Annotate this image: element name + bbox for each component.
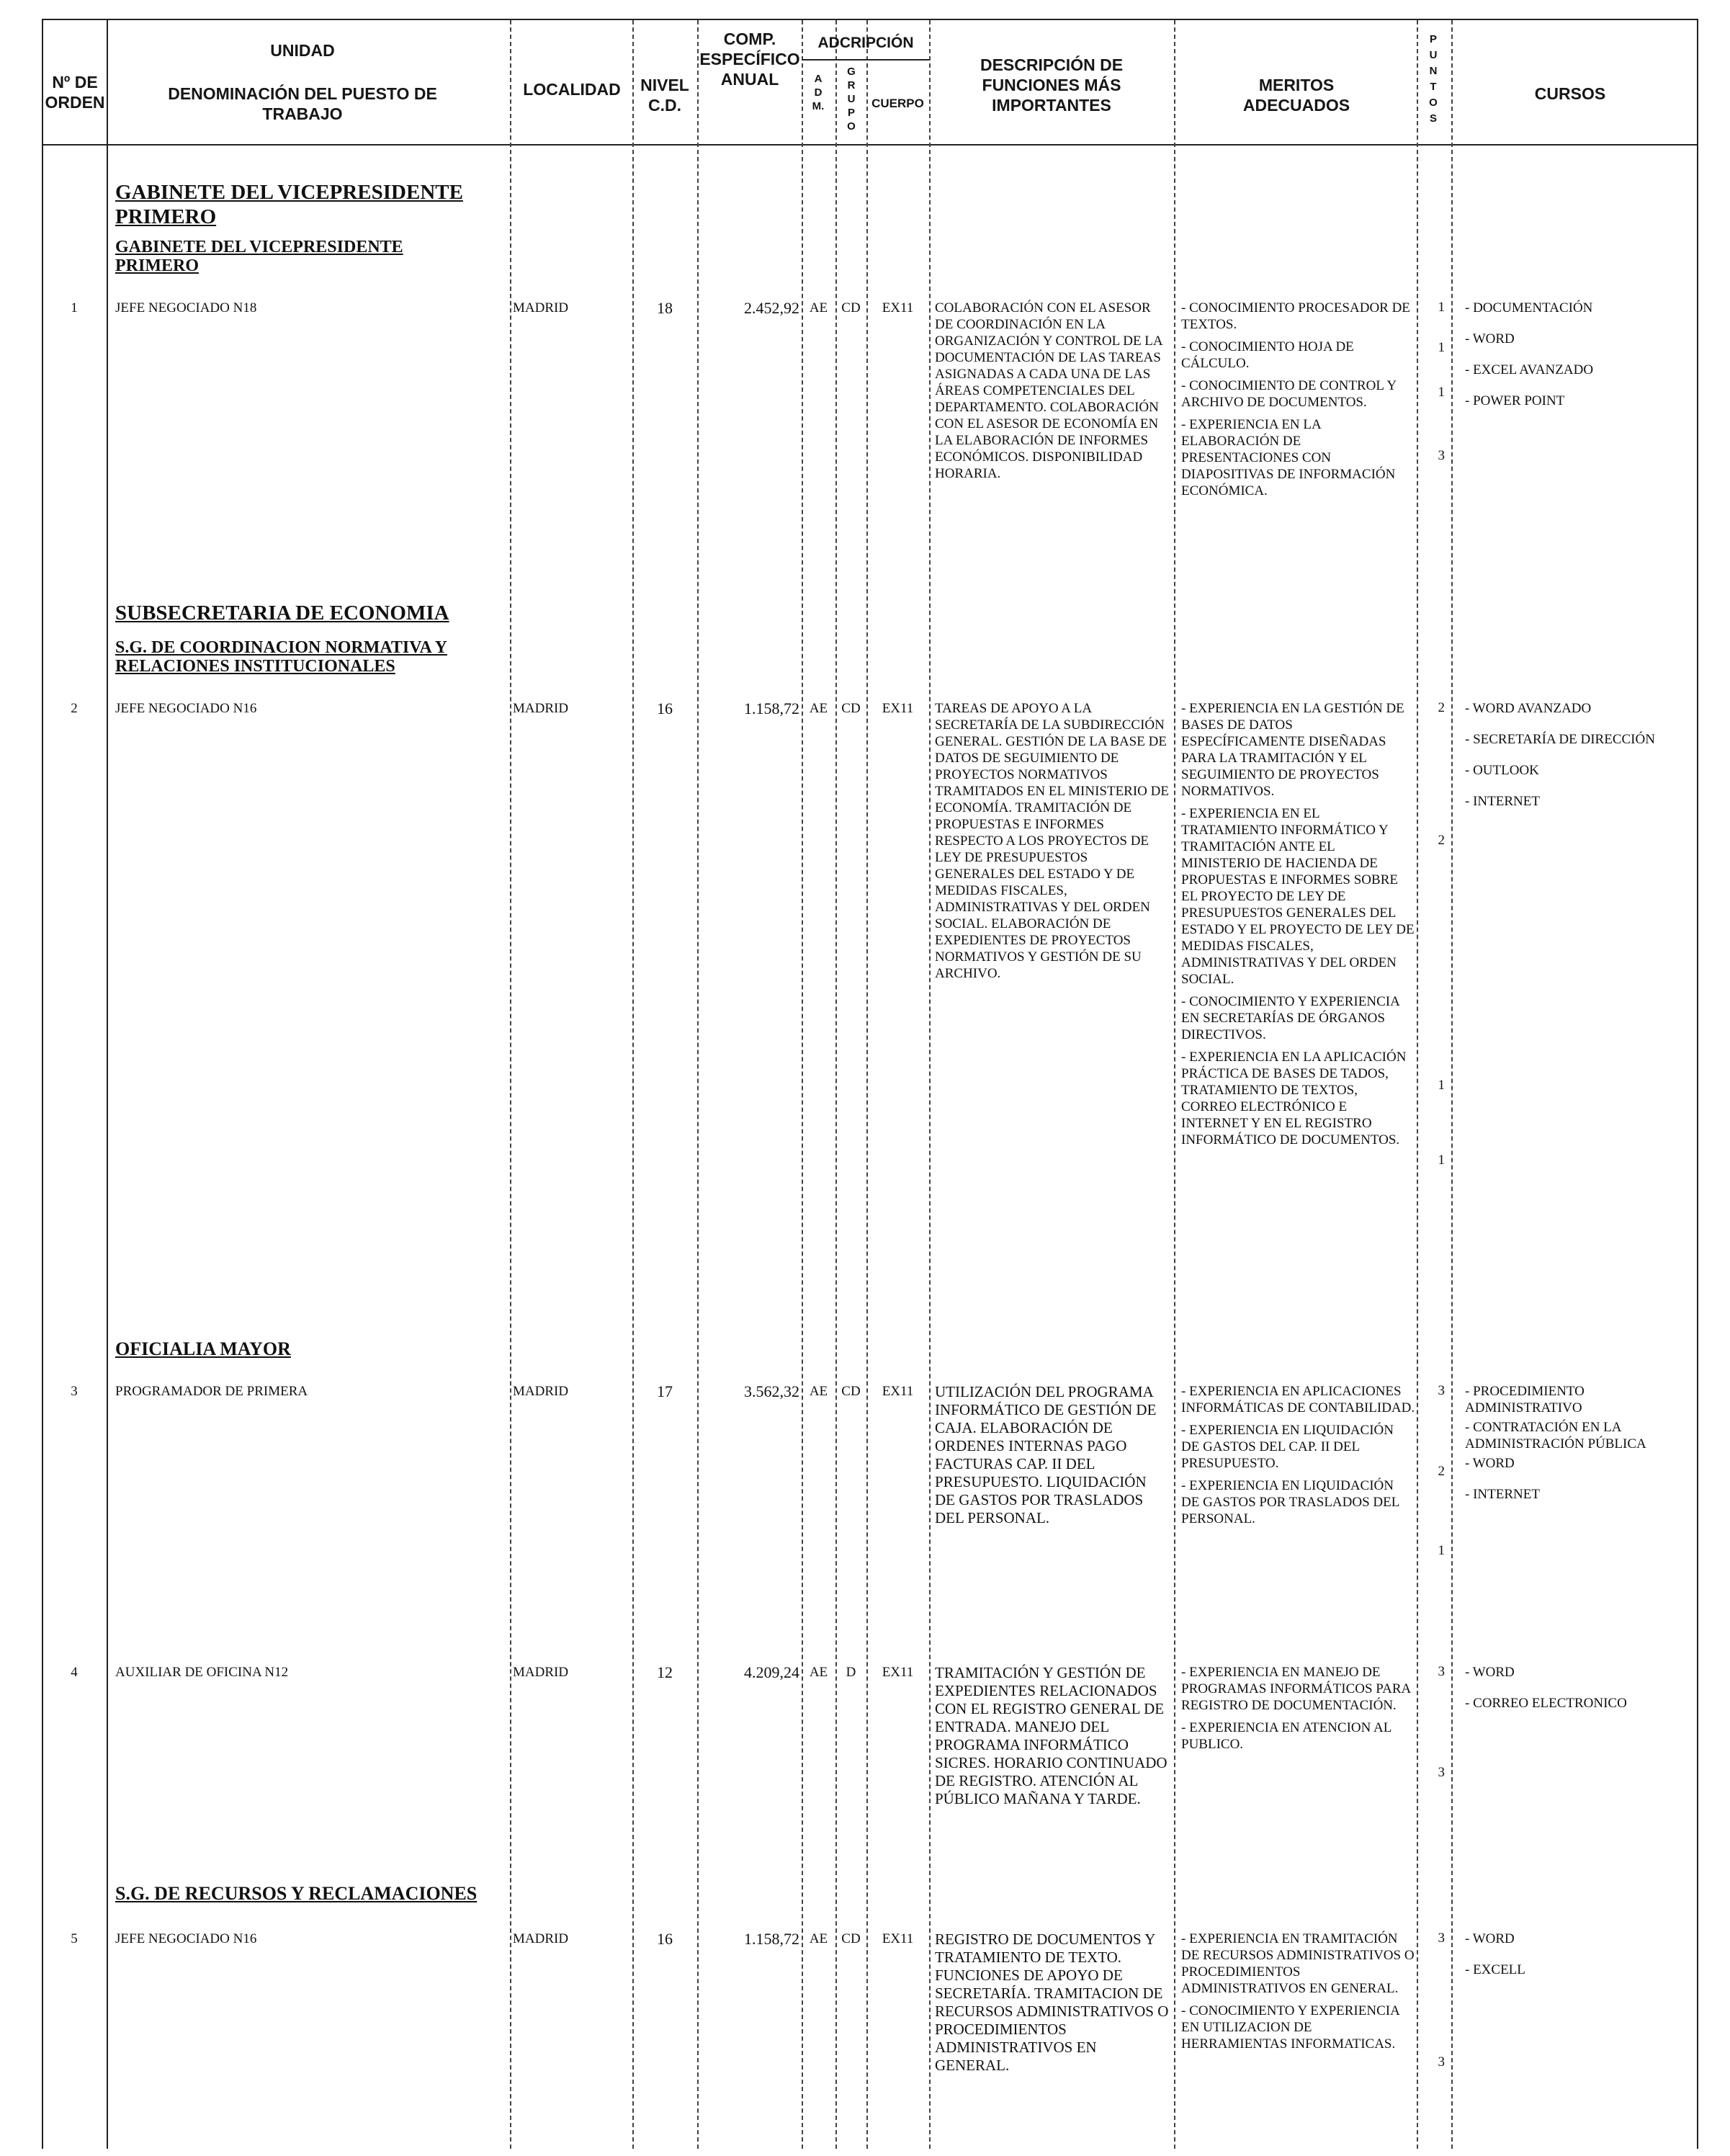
header-cuerpo: CUERPO bbox=[871, 97, 924, 110]
row-2-curso: - SECRETARÍA DE DIRECCIÓN bbox=[1465, 732, 1655, 747]
row-3-punto: 2 bbox=[1438, 1464, 1445, 1479]
row-1-punto: 1 bbox=[1438, 300, 1445, 315]
row-1-punto: 1 bbox=[1438, 340, 1445, 355]
row-2-curso: - INTERNET bbox=[1465, 794, 1540, 809]
row-4-nivel: 12 bbox=[657, 1663, 673, 1681]
row-2-merito: - EXPERIENCIA EN EL TRATAMIENTO INFORMÁTICO Y TRAMITACIÓN ANTE EL MINISTERIO DE HACIENDA DE PROPUESTAS E INFORMES SOBRE EL PROYECTO DE LEY DE PRESUPUESTOS GENERALES DEL ESTADO Y EL PROYECTO DE LEY DE MEDIDAS FISCALES, ADMINISTRATIVAS Y DEL ORDEN SOCIAL. bbox=[1181, 806, 1415, 987]
row-2-punto: 1 bbox=[1438, 1078, 1445, 1093]
row-2-comp: 1.158,72 bbox=[744, 699, 799, 717]
row-1-curso: - DOCUMENTACIÓN bbox=[1465, 300, 1593, 316]
col-border-9 bbox=[1174, 20, 1175, 2149]
row-5-punto: 3 bbox=[1438, 2054, 1445, 2070]
section-subtitle-1: GABINETE DEL VICEPRESIDENTE PRIMERO bbox=[115, 238, 403, 275]
row-2-meritos bbox=[1181, 700, 1415, 1154]
row-2-curso: - OUTLOOK bbox=[1465, 763, 1539, 778]
row-3-merito: - EXPERIENCIA EN LIQUIDACIÓN DE GASTOS POR TRASLADOS DEL PERSONAL. bbox=[1181, 1478, 1399, 1526]
row-4-cuerpo: EX11 bbox=[882, 1665, 914, 1680]
header-puntos: P U N T O S bbox=[1429, 33, 1438, 125]
section-title-2: SUBSECRETARIA DE ECONOMIA bbox=[115, 601, 449, 625]
col-border-10 bbox=[1417, 20, 1418, 2149]
row-3-descripcion: UTILIZACIÓN DEL PROGRAMA INFORMÁTICO DE GESTIÓN DE CAJA. ELABORACIÓN DE ORDENES INTERNAS PAGO FACTURAS CAP. II DEL PRESUPUESTO. LIQUIDACIÓN DE GASTOS POR TRASLADOS DEL PERSONAL. bbox=[935, 1383, 1157, 1526]
row-5-cuerpo: EX11 bbox=[882, 1931, 914, 1946]
section-title-3: OFICIALIA MAYOR bbox=[115, 1338, 291, 1359]
row-4-localidad: MADRID bbox=[513, 1665, 569, 1680]
row-1-grupo: CD bbox=[841, 300, 861, 316]
row-2-cursos bbox=[1465, 700, 1695, 824]
row-4-descripcion: TRAMITACIÓN Y GESTIÓN DE EXPEDIENTES RELACIONADOS CON EL REGISTRO GENERAL DE ENTRADA. MANEJO DEL PROGRAMA INFORMÁTICO SICRES. HORARIO CONTINUADO DE REGISTRO. ATENCIÓN AL PÚBLICO MAÑANA Y TARDE. bbox=[935, 1664, 1167, 1807]
row-2-descripcion: TAREAS DE APOYO A LA SECRETARÍA DE LA SUBDIRECCIÓN GENERAL. GESTIÓN DE LA BASE DE DATOS DE SEGUIMIENTO DE PROYECTOS NORMATIVOS TRAMITADOS EN EL MINISTERIO DE ECONOMÍA. TRAMITACIÓN DE PROPUESTAS E INFORMES RESPECTO A LOS PROYECTOS DE LEY DE PRESUPUESTOS GENERALES DEL ESTADO Y DE MEDIDAS FISCALES, ADMINISTRATIVAS Y DEL ORDEN SOCIAL. ELABORACIÓN DE EXPEDIENTES DE PROYECTOS NORMATIVOS Y GESTIÓN DE SU ARCHIVO. bbox=[935, 701, 1169, 981]
header-meritos: MERITOS ADECUADOS bbox=[1242, 76, 1350, 115]
row-5-descripcion: REGISTRO DE DOCUMENTOS Y TRATAMIENTO DE TEXTO. FUNCIONES DE APOYO DE SECRETARÍA. TRAMITACION DE RECURSOS ADMINISTRATIVOS O PROCEDIMIENTOS ADMINISTRATIVOS EN GENERAL. bbox=[935, 1931, 1169, 2074]
row-2-merito: - EXPERIENCIA EN LA GESTIÓN DE BASES DE DATOS ESPECÍFICAMENTE DISEÑADAS PARA LA TRAMITACIÓN Y EL SEGUIMIENTO DE PROYECTOS NORMATIVOS. bbox=[1181, 701, 1404, 799]
row-4-adm: AE bbox=[809, 1665, 828, 1680]
row-4-merito: - EXPERIENCIA EN ATENCION AL PUBLICO. bbox=[1181, 1720, 1391, 1752]
header-nivel: NIVEL C.D. bbox=[640, 76, 689, 115]
row-1-curso: - WORD bbox=[1465, 331, 1515, 346]
row-3-grupo: CD bbox=[841, 1384, 861, 1399]
col-border-0 bbox=[42, 20, 43, 2149]
row-1-punto: 3 bbox=[1438, 448, 1445, 463]
row-1-merito: - CONOCIMIENTO PROCESADOR DE TEXTOS. bbox=[1181, 300, 1410, 332]
header-orden: Nº DE ORDEN bbox=[45, 73, 105, 112]
row-3-punto: 3 bbox=[1438, 1383, 1445, 1398]
header-top-border bbox=[42, 19, 1698, 20]
row-5-curso: - EXCELL bbox=[1465, 1962, 1525, 1977]
header-cursos: CURSOS bbox=[1534, 84, 1606, 103]
col-border-7 bbox=[866, 20, 868, 2149]
row-1-merito: - CONOCIMIENTO DE CONTROL Y ARCHIVO DE DOCUMENTOS. bbox=[1181, 378, 1397, 410]
row-3-orden: 3 bbox=[71, 1384, 78, 1399]
col-border-6 bbox=[835, 20, 837, 2149]
row-5-localidad: MADRID bbox=[513, 1931, 569, 1946]
row-3-curso: - PROCEDIMIENTO ADMINISTRATIVO bbox=[1465, 1384, 1585, 1415]
adscripcion-divider bbox=[802, 59, 929, 61]
section-subtitle-2: S.G. DE COORDINACION NORMATIVA Y RELACIONES INSTITUCIONALES bbox=[115, 638, 447, 676]
row-3-curso: - INTERNET bbox=[1465, 1487, 1540, 1502]
row-2-orden: 2 bbox=[71, 701, 78, 716]
row-1-curso: - EXCEL AVANZADO bbox=[1465, 362, 1594, 377]
col-border-12 bbox=[1697, 20, 1698, 2149]
row-3-puesto: PROGRAMADOR DE PRIMERA bbox=[115, 1384, 308, 1399]
row-5-merito: - CONOCIMIENTO Y EXPERIENCIA EN UTILIZACION DE HERRAMIENTAS INFORMATICAS. bbox=[1181, 2003, 1399, 2052]
row-4-grupo: D bbox=[846, 1665, 856, 1680]
header-bottom-border bbox=[42, 144, 1698, 146]
row-1-descripcion: COLABORACIÓN CON EL ASESOR DE COORDINACIÓN EN LA ORGANIZACIÓN Y CONTROL DE LA DOCUMENTACIÓN DE LAS TAREAS ASIGNADAS A CADA UNA DE LAS ÁREAS COMPETENCIALES DEL DEPARTAMENTO. COLABORACIÓN CON EL ASESOR DE ECONOMÍA EN LA ELABORACIÓN DE INFORMES ECONÓMICOS. DISPONIBILIDAD HORARIA. bbox=[935, 300, 1162, 481]
row-1-comp: 2.452,92 bbox=[744, 299, 799, 317]
row-4-curso: - CORREO ELECTRONICO bbox=[1465, 1696, 1627, 1711]
row-5-orden: 5 bbox=[71, 1931, 78, 1946]
row-2-nivel: 16 bbox=[657, 699, 673, 717]
row-5-nivel: 16 bbox=[657, 1930, 673, 1948]
row-2-adm: AE bbox=[809, 701, 828, 716]
row-1-merito: - EXPERIENCIA EN LA ELABORACIÓN DE PRESENTACIONES CON DIAPOSITIVAS DE INFORMACIÓN ECONÓMICA. bbox=[1181, 417, 1396, 498]
row-1-merito: - CONOCIMIENTO HOJA DE CÁLCULO. bbox=[1181, 339, 1354, 371]
row-3-merito: - EXPERIENCIA EN LIQUIDACIÓN DE GASTOS DEL CAP. II DEL PRESUPUESTO. bbox=[1181, 1423, 1394, 1471]
header-grupo: G R U P O bbox=[847, 66, 856, 133]
row-1-punto: 1 bbox=[1438, 385, 1445, 400]
header-descripcion: DESCRIPCIÓN DE FUNCIONES MÁS IMPORTANTES bbox=[980, 55, 1124, 115]
row-2-grupo: CD bbox=[841, 701, 861, 716]
row-5-meritos bbox=[1181, 1931, 1415, 2058]
row-4-cursos bbox=[1465, 1664, 1695, 1726]
row-3-adm: AE bbox=[809, 1384, 828, 1399]
section-subtitle-4: S.G. DE RECURSOS Y RECLAMACIONES bbox=[115, 1883, 478, 1904]
row-2-punto: 1 bbox=[1438, 1153, 1445, 1168]
row-1-puesto: JEFE NEGOCIADO N18 bbox=[115, 300, 257, 316]
col-border-3 bbox=[632, 20, 634, 2149]
row-4-orden: 4 bbox=[71, 1665, 78, 1680]
row-3-nivel: 17 bbox=[657, 1382, 673, 1400]
col-border-2 bbox=[510, 20, 511, 2149]
header-adscripcion: ADCRIPCIÓN bbox=[817, 35, 914, 51]
row-3-localidad: MADRID bbox=[513, 1384, 569, 1399]
col-border-1 bbox=[107, 20, 108, 2149]
header-denominacion: DENOMINACIÓN DEL PUESTO DE TRABAJO bbox=[168, 84, 437, 123]
row-2-punto: 2 bbox=[1438, 700, 1445, 715]
row-2-localidad: MADRID bbox=[513, 701, 569, 716]
row-2-curso: - WORD AVANZADO bbox=[1465, 701, 1592, 716]
row-1-nivel: 18 bbox=[657, 299, 673, 317]
row-5-punto: 3 bbox=[1438, 1931, 1445, 1946]
row-1-orden: 1 bbox=[71, 300, 78, 316]
header-localidad: LOCALIDAD bbox=[523, 80, 621, 99]
row-2-puesto: JEFE NEGOCIADO N16 bbox=[115, 701, 257, 716]
col-border-5 bbox=[802, 20, 803, 2149]
row-4-merito: - EXPERIENCIA EN MANEJO DE PROGRAMAS INFORMÁTICOS PARA REGISTRO DE DOCUMENTACIÓN. bbox=[1181, 1665, 1411, 1713]
row-5-puesto: JEFE NEGOCIADO N16 bbox=[115, 1931, 257, 1946]
row-3-cuerpo: EX11 bbox=[882, 1384, 914, 1399]
row-5-grupo: CD bbox=[841, 1931, 861, 1946]
row-2-cuerpo: EX11 bbox=[882, 701, 914, 716]
col-border-8 bbox=[929, 20, 931, 2149]
row-4-puesto: AUXILIAR DE OFICINA N12 bbox=[115, 1665, 289, 1680]
row-3-meritos bbox=[1181, 1383, 1415, 1533]
row-1-localidad: MADRID bbox=[513, 300, 569, 316]
row-1-meritos bbox=[1181, 300, 1415, 505]
header-adm: A D M. bbox=[812, 73, 825, 112]
row-5-comp: 1.158,72 bbox=[744, 1930, 799, 1948]
row-1-curso: - POWER POINT bbox=[1465, 393, 1565, 408]
row-3-curso: - WORD bbox=[1465, 1456, 1515, 1471]
row-4-curso: - WORD bbox=[1465, 1665, 1515, 1680]
header-unidad: UNIDAD bbox=[270, 41, 335, 60]
row-5-merito: - EXPERIENCIA EN TRAMITACIÓN DE RECURSOS ADMINISTRATIVOS O PROCEDIMIENTOS ADMINISTRATIVOS EN GENERAL. bbox=[1181, 1931, 1415, 1996]
row-1-adm: AE bbox=[809, 300, 828, 316]
row-4-comp: 4.209,24 bbox=[744, 1663, 799, 1681]
row-3-cursos bbox=[1465, 1383, 1695, 1517]
row-2-punto: 2 bbox=[1438, 833, 1445, 848]
row-3-merito: - EXPERIENCIA EN APLICACIONES INFORMÁTICAS DE CONTABILIDAD. bbox=[1181, 1384, 1415, 1415]
row-4-punto: 3 bbox=[1438, 1765, 1445, 1780]
row-3-curso: - CONTRATACIÓN EN LA ADMINISTRACIÓN PÚBLICA bbox=[1465, 1420, 1646, 1452]
row-3-punto: 1 bbox=[1438, 1543, 1445, 1558]
row-2-merito: - EXPERIENCIA EN LA APLICACIÓN PRÁCTICA DE BASES DE TADOS, TRATAMIENTO DE TEXTOS, CORREO ELECTRÓNICO E INTERNET Y EN EL REGISTRO INFORMÁTICO DE DOCUMENTOS. bbox=[1181, 1050, 1407, 1148]
row-5-curso: - WORD bbox=[1465, 1931, 1515, 1946]
row-5-adm: AE bbox=[809, 1931, 828, 1946]
row-4-punto: 3 bbox=[1438, 1664, 1445, 1679]
row-1-cuerpo: EX11 bbox=[882, 300, 914, 316]
section-title-1: GABINETE DEL VICEPRESIDENTE PRIMERO bbox=[115, 181, 463, 228]
row-3-comp: 3.562,32 bbox=[744, 1382, 799, 1400]
row-2-merito: - CONOCIMIENTO Y EXPERIENCIA EN SECRETARÍAS DE ÓRGANOS DIRECTIVOS. bbox=[1181, 994, 1399, 1042]
row-1-cursos bbox=[1465, 300, 1695, 424]
row-5-cursos bbox=[1465, 1931, 1695, 1992]
col-border-4 bbox=[697, 20, 699, 2149]
row-4-meritos bbox=[1181, 1664, 1415, 1758]
col-border-11 bbox=[1451, 20, 1453, 2149]
header-comp: COMP. ESPECÍFICO ANUAL bbox=[699, 30, 800, 89]
